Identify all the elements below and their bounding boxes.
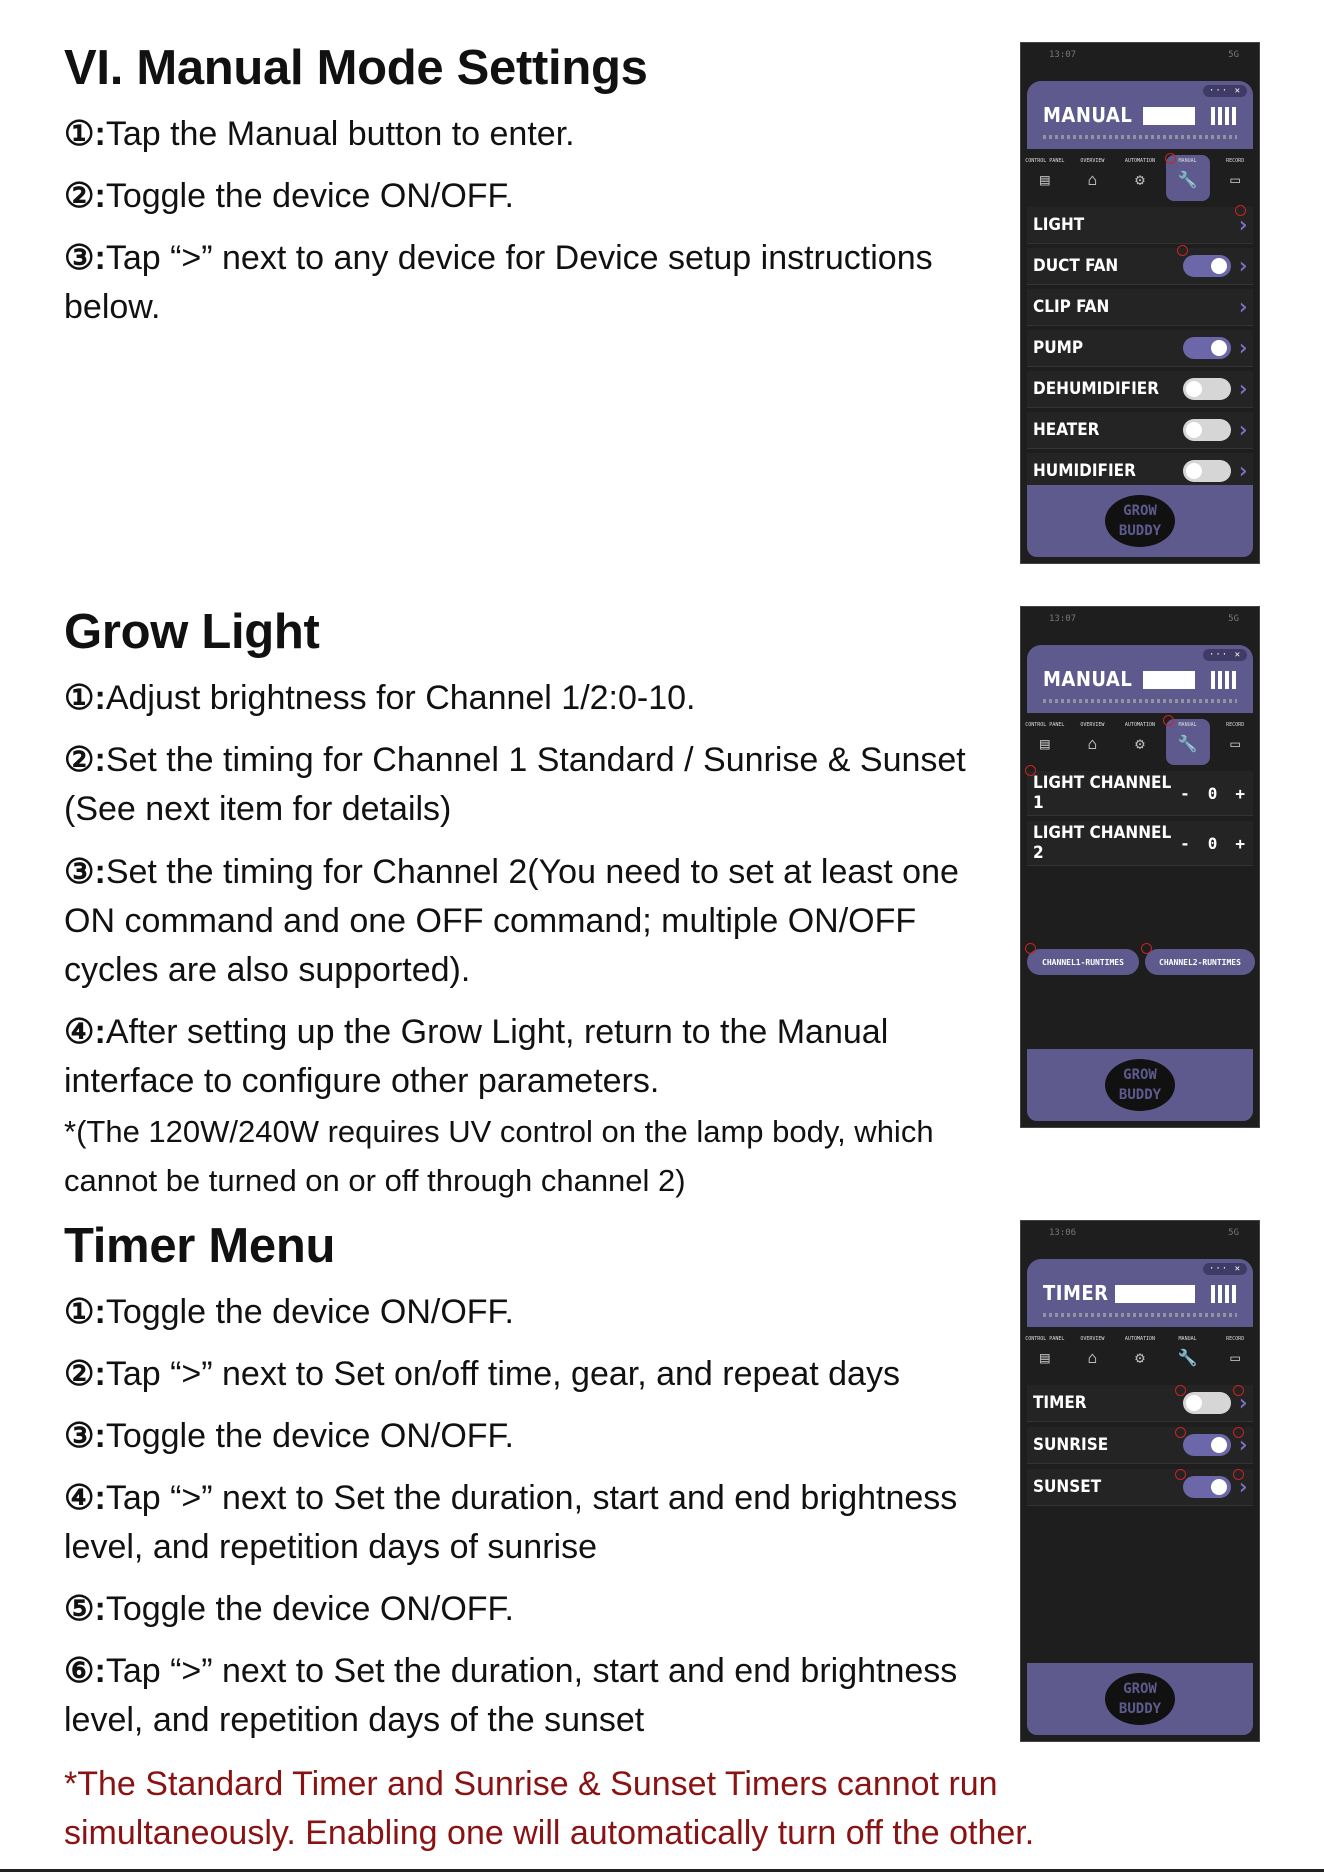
tab-control-panel[interactable] <box>1023 1333 1067 1379</box>
home-icon: ⌂ <box>1087 734 1098 753</box>
app-header <box>1027 1259 1253 1327</box>
row-label: DUCT FAN <box>1033 256 1119 276</box>
toggle-knob <box>1211 1437 1227 1453</box>
tab-label: CONTROL PANEL <box>1025 1336 1065 1342</box>
step-text: Tap “>” next to Set the duration, start and end brightness level, and repetition days of the sunset <box>64 1652 958 1739</box>
callout-marker-4 <box>1163 715 1174 726</box>
chevron-right-icon[interactable]: › <box>1236 458 1250 484</box>
step-text: Tap “>” next to Set the duration, start and end brightness level, and repetition days of sunrise <box>64 1479 958 1566</box>
power-toggle[interactable] <box>1183 1392 1231 1414</box>
step-text: Toggle the device ON/OFF. <box>105 1293 514 1331</box>
chevron-right-icon[interactable]: › <box>1236 1474 1250 1500</box>
step-text: Tap “>” next to Set on/off time, gear, and repeat days <box>105 1355 900 1393</box>
callout-marker-3 <box>1175 1427 1186 1438</box>
app-footer <box>1027 1663 1253 1735</box>
screen-title: MANUAL <box>1043 667 1133 691</box>
gear-icon: ⚙ <box>1135 170 1145 189</box>
toggle-knob <box>1186 422 1202 438</box>
row-label: DEHUMIDIFIER <box>1033 379 1160 399</box>
status-time: 13:07 <box>1049 614 1077 624</box>
step-text: Toggle the device ON/OFF. <box>105 1417 514 1455</box>
toggle-knob <box>1211 258 1227 274</box>
channel-label: LIGHT CHANNEL 2 <box>1033 823 1172 863</box>
step-text: Tap the Manual button to enter. <box>105 115 575 153</box>
tab-label: OVERVIEW <box>1080 722 1105 728</box>
more-close-capsule[interactable]: ··· ✕ <box>1203 1263 1247 1275</box>
tab-automation[interactable] <box>1118 155 1162 201</box>
channel1-runtimes-button[interactable]: CHANNEL1-RUNTIMES <box>1027 949 1139 975</box>
step-text: Adjust brightness for Channel 1/2:0-10. <box>105 679 696 717</box>
status-time: 13:06 <box>1049 1228 1077 1238</box>
channel-label: LIGHT CHANNEL 1 <box>1033 773 1172 813</box>
tab-record[interactable] <box>1213 719 1257 765</box>
tab-automation[interactable] <box>1118 719 1162 765</box>
row-dehumidifier <box>1027 371 1253 408</box>
toggle-knob <box>1211 1479 1227 1495</box>
title-bar-decoration <box>1115 1285 1195 1303</box>
tab-label: AUTOMATION <box>1124 158 1156 164</box>
tab-overview[interactable] <box>1070 1333 1114 1379</box>
brightness-stepper <box>1180 834 1245 853</box>
row-label: PUMP <box>1033 338 1084 358</box>
power-toggle[interactable] <box>1183 1434 1231 1456</box>
screen-title: TIMER <box>1043 1281 1109 1305</box>
control-panel-icon: ▤ <box>1039 1348 1050 1367</box>
step-text: Toggle the device ON/OFF. <box>105 1590 514 1628</box>
gear-icon: ⚙ <box>1135 1348 1145 1367</box>
row-pump <box>1027 330 1253 367</box>
power-toggle[interactable] <box>1183 337 1231 359</box>
row-heater <box>1027 412 1253 449</box>
row-label: LIGHT <box>1033 215 1085 235</box>
timer-step-1 <box>64 1288 1004 1337</box>
grow-buddy-logo: GROW BUDDY <box>1105 1059 1175 1111</box>
tab-label: CONTROL PANEL <box>1025 158 1065 164</box>
section-title-manual-mode: VI. Manual Mode Settings <box>64 41 648 95</box>
tab-label: OVERVIEW <box>1080 1336 1105 1342</box>
timer-step-6 <box>64 1647 1004 1745</box>
app-footer <box>1027 485 1253 557</box>
growlight-step-3 <box>64 848 1004 995</box>
app-header <box>1027 645 1253 713</box>
growlight-note: *(The 120W/240W requires UV control on the lamp body, which cannot be turned on or off through channel 2) <box>64 1114 934 1198</box>
home-icon: ⌂ <box>1087 170 1098 189</box>
header-dash-decoration <box>1043 135 1237 139</box>
header-dash-decoration <box>1043 699 1237 703</box>
callout-marker-6 <box>1233 1469 1244 1480</box>
light-channel-1-row <box>1027 771 1253 816</box>
toggle-knob <box>1211 340 1227 356</box>
record-icon: ▭ <box>1230 734 1240 753</box>
chevron-right-icon[interactable]: › <box>1236 294 1250 320</box>
tab-label: RECORD <box>1226 158 1245 164</box>
row-timer <box>1027 1385 1253 1422</box>
timer-step-3 <box>64 1412 1004 1461</box>
tab-automation[interactable] <box>1118 1333 1162 1379</box>
grow-buddy-logo: GROW BUDDY <box>1105 1673 1175 1725</box>
tab-label: AUTOMATION <box>1124 722 1156 728</box>
stepper-value: 0 <box>1207 833 1218 853</box>
tab-manual[interactable] <box>1166 719 1210 765</box>
control-panel-icon: ▤ <box>1039 170 1050 189</box>
status-signal: 5G <box>1228 1228 1239 1238</box>
app-footer <box>1027 1049 1253 1121</box>
minus-button[interactable]: - <box>1180 783 1190 803</box>
app-header <box>1027 81 1253 149</box>
chevron-right-icon[interactable]: › <box>1236 212 1250 238</box>
callout-marker-1 <box>1165 153 1176 164</box>
growlight-step-1 <box>64 674 1004 723</box>
step-text: Set the timing for Channel 2(You need to set at least one ON command and one OFF command; multiple ON/OFF cycles are also supported). <box>64 853 959 989</box>
status-signal: 5G <box>1228 614 1239 624</box>
callout-marker-4 <box>1233 1427 1244 1438</box>
title-bar-decoration <box>1143 671 1195 689</box>
manual-step-3 <box>64 234 1004 332</box>
home-icon: ⌂ <box>1087 1348 1098 1367</box>
row-label: SUNSET <box>1033 1477 1102 1497</box>
manual-screen-screenshot <box>1020 42 1260 564</box>
minus-button[interactable]: - <box>1180 833 1190 853</box>
tab-label: MANUAL <box>1178 158 1197 164</box>
row-label: HEATER <box>1033 420 1100 440</box>
section-title-grow-light: Grow Light <box>64 605 320 659</box>
tab-label: RECORD <box>1226 722 1245 728</box>
step-text: Toggle the device ON/OFF. <box>105 177 514 215</box>
chevron-right-icon[interactable]: › <box>1236 417 1250 443</box>
status-signal: 5G <box>1228 50 1239 60</box>
row-sunrise <box>1027 1427 1253 1464</box>
brightness-stepper <box>1180 784 1245 803</box>
tab-overview[interactable] <box>1070 719 1114 765</box>
channel2-runtimes-button[interactable]: CHANNEL2-RUNTIMES <box>1145 949 1255 975</box>
step-text: Set the timing for Channel 1 Standard / Sunrise & Sunset (See next item for details) <box>64 741 966 828</box>
chevron-right-icon[interactable]: › <box>1236 335 1250 361</box>
tab-label: OVERVIEW <box>1080 158 1105 164</box>
step-number: ②: <box>64 741 106 779</box>
toggle-knob <box>1186 381 1202 397</box>
step-number: ③: <box>64 853 106 891</box>
step-number: ⑤: <box>64 1590 106 1628</box>
toggle-knob <box>1186 1395 1202 1411</box>
tab-bar <box>1021 719 1259 765</box>
step-number: ②: <box>64 1355 106 1393</box>
status-bar <box>1021 43 1259 67</box>
step-number: ③: <box>64 1417 106 1455</box>
power-toggle[interactable] <box>1183 419 1231 441</box>
timer-screen-screenshot <box>1020 1220 1260 1742</box>
plus-button[interactable]: + <box>1235 833 1245 853</box>
record-icon: ▭ <box>1230 1348 1240 1367</box>
step-number: ①: <box>64 1293 106 1331</box>
status-time: 13:07 <box>1049 50 1077 60</box>
growlight-step-4 <box>64 1008 1004 1106</box>
chevron-right-icon[interactable]: › <box>1236 253 1250 279</box>
step-number: ③: <box>64 239 106 277</box>
chevron-right-icon[interactable]: › <box>1236 376 1250 402</box>
tab-label: AUTOMATION <box>1124 1336 1156 1342</box>
callout-marker-5 <box>1175 1469 1186 1480</box>
power-toggle[interactable] <box>1183 378 1231 400</box>
callout-marker-3 <box>1235 205 1246 216</box>
step-number: ⑥: <box>64 1652 106 1690</box>
wrench-icon: 🔧 <box>1177 734 1198 753</box>
timer-step-4 <box>64 1474 1004 1572</box>
growlight-step-2 <box>64 736 1004 834</box>
callout-marker-2 <box>1177 245 1188 256</box>
section-title-timer-menu: Timer Menu <box>64 1219 336 1273</box>
chevron-right-icon[interactable]: › <box>1236 1390 1250 1416</box>
grow-light-screen-screenshot <box>1020 606 1260 1128</box>
step-text: After setting up the Grow Light, return to the Manual interface to configure other parameters. <box>64 1013 889 1100</box>
manual-step-2 <box>64 172 1004 221</box>
row-label: HUMIDIFIER <box>1033 461 1136 481</box>
more-close-capsule[interactable]: ··· ✕ <box>1203 649 1247 661</box>
tab-label: CONTROL PANEL <box>1025 722 1065 728</box>
tab-manual[interactable] <box>1166 1333 1210 1379</box>
tab-control-panel[interactable] <box>1023 155 1067 201</box>
row-light <box>1027 207 1253 244</box>
tab-bar <box>1021 155 1259 201</box>
status-bar <box>1021 1221 1259 1245</box>
gear-icon: ⚙ <box>1135 734 1145 753</box>
row-label: CLIP FAN <box>1033 297 1110 317</box>
wrench-icon: 🔧 <box>1177 1348 1198 1367</box>
step-number: ④: <box>64 1479 106 1517</box>
chevron-right-icon[interactable]: › <box>1236 1432 1250 1458</box>
timer-warning: *The Standard Timer and Sunrise & Sunset Timers cannot run simultaneously. Enabling one will automatically turn off the other. <box>64 1765 1035 1852</box>
tab-control-panel[interactable] <box>1023 719 1067 765</box>
power-toggle[interactable] <box>1183 460 1231 482</box>
light-channel-2-row <box>1027 821 1253 866</box>
control-panel-icon: ▤ <box>1039 734 1050 753</box>
more-close-capsule[interactable]: ··· ✕ <box>1203 85 1247 97</box>
step-number: ④: <box>64 1013 106 1051</box>
callout-marker-1 <box>1175 1385 1186 1396</box>
tab-record[interactable] <box>1213 155 1257 201</box>
record-icon: ▭ <box>1230 170 1240 189</box>
header-dash-decoration <box>1043 1313 1237 1317</box>
row-clip-fan <box>1027 289 1253 326</box>
callout-marker-2 <box>1025 943 1036 954</box>
tab-label: MANUAL <box>1178 722 1197 728</box>
grow-buddy-logo: GROW BUDDY <box>1105 495 1175 547</box>
callout-marker-1 <box>1025 765 1036 776</box>
title-bar-decoration <box>1143 107 1195 125</box>
row-label: TIMER <box>1033 1393 1087 1413</box>
tab-label: MANUAL <box>1178 1336 1197 1342</box>
tab-label: RECORD <box>1226 1336 1245 1342</box>
step-number: ①: <box>64 115 106 153</box>
power-toggle[interactable] <box>1183 255 1231 277</box>
row-sunset <box>1027 1469 1253 1506</box>
step-number: ①: <box>64 679 106 717</box>
timer-step-5 <box>64 1585 1004 1634</box>
title-bars-decoration <box>1211 107 1239 125</box>
callout-marker-2 <box>1233 1385 1244 1396</box>
stepper-value: 0 <box>1207 783 1218 803</box>
toggle-knob <box>1186 463 1202 479</box>
status-bar <box>1021 607 1259 631</box>
callout-marker-3 <box>1141 943 1152 954</box>
wrench-icon: 🔧 <box>1177 170 1198 189</box>
title-bars-decoration <box>1211 1285 1239 1303</box>
power-toggle[interactable] <box>1183 1476 1231 1498</box>
screen-title: MANUAL <box>1043 103 1133 127</box>
plus-button[interactable]: + <box>1235 783 1245 803</box>
manual-step-1 <box>64 110 1004 159</box>
step-text: Tap “>” next to any device for Device setup instructions below. <box>64 239 933 326</box>
tab-bar <box>1021 1333 1259 1379</box>
tab-record[interactable] <box>1213 1333 1257 1379</box>
title-bars-decoration <box>1211 671 1239 689</box>
row-label: SUNRISE <box>1033 1435 1109 1455</box>
row-duct-fan <box>1027 248 1253 285</box>
timer-step-2 <box>64 1350 1004 1399</box>
tab-overview[interactable] <box>1070 155 1114 201</box>
step-number: ②: <box>64 177 106 215</box>
